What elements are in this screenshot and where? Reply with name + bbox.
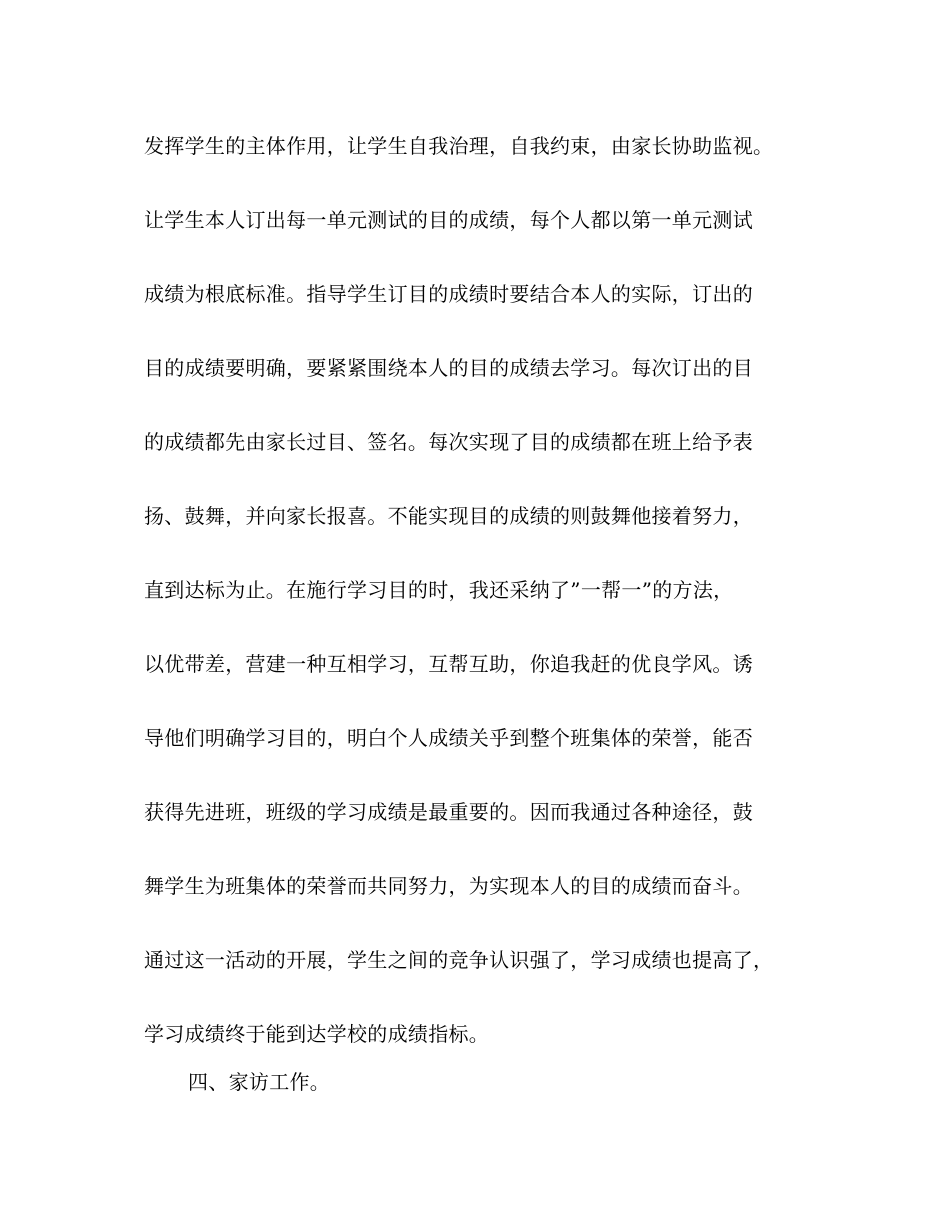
paragraph-line: 通过这一活动的开展，学生之间的竞争认识强了，学习成绩也提高了， [144, 948, 774, 972]
paragraph-line: 获得先进班，班级的学习成绩是最重要的。因而我通过各种途径，鼓 [144, 800, 753, 824]
paragraph-line: 舞学生为班集体的荣誉而共同努力，为实现本人的目的成绩而奋斗。 [144, 874, 753, 898]
paragraph-line: 目的成绩要明确，要紧紧围绕本人的目的成绩去学习。每次订出的目 [144, 356, 753, 380]
paragraph-line: 成绩为根底标准。指导学生订目的成绩时要结合本人的实际，订出的 [144, 282, 753, 306]
paragraph-line: 让学生本人订出每一单元测试的目的成绩，每个人都以第一单元测试 [144, 208, 753, 232]
paragraph-line: 的成绩都先由家长过目、签名。每次实现了目的成绩都在班上给予表 [144, 430, 753, 454]
section-heading: 四、家访工作。 [188, 1070, 331, 1094]
paragraph-line: 学习成绩终于能到达学校的成绩指标。 [144, 1022, 490, 1046]
paragraph-line: 发挥学生的主体作用，让学生自我治理，自我约束，由家长协助监视。 [144, 134, 774, 158]
paragraph-line: 以优带差，营建一种互相学习，互帮互助，你追我赶的优良学风。诱 [144, 652, 753, 676]
paragraph-line: 导他们明确学习目的，明白个人成绩关乎到整个班集体的荣誉，能否 [144, 726, 753, 750]
paragraph-line: 直到达标为止。在施行学习目的时，我还采纳了”一帮一”的方法， [144, 578, 734, 602]
paragraph-line: 扬、鼓舞，并向家长报喜。不能实现目的成绩的则鼓舞他接着努力， [144, 504, 753, 528]
